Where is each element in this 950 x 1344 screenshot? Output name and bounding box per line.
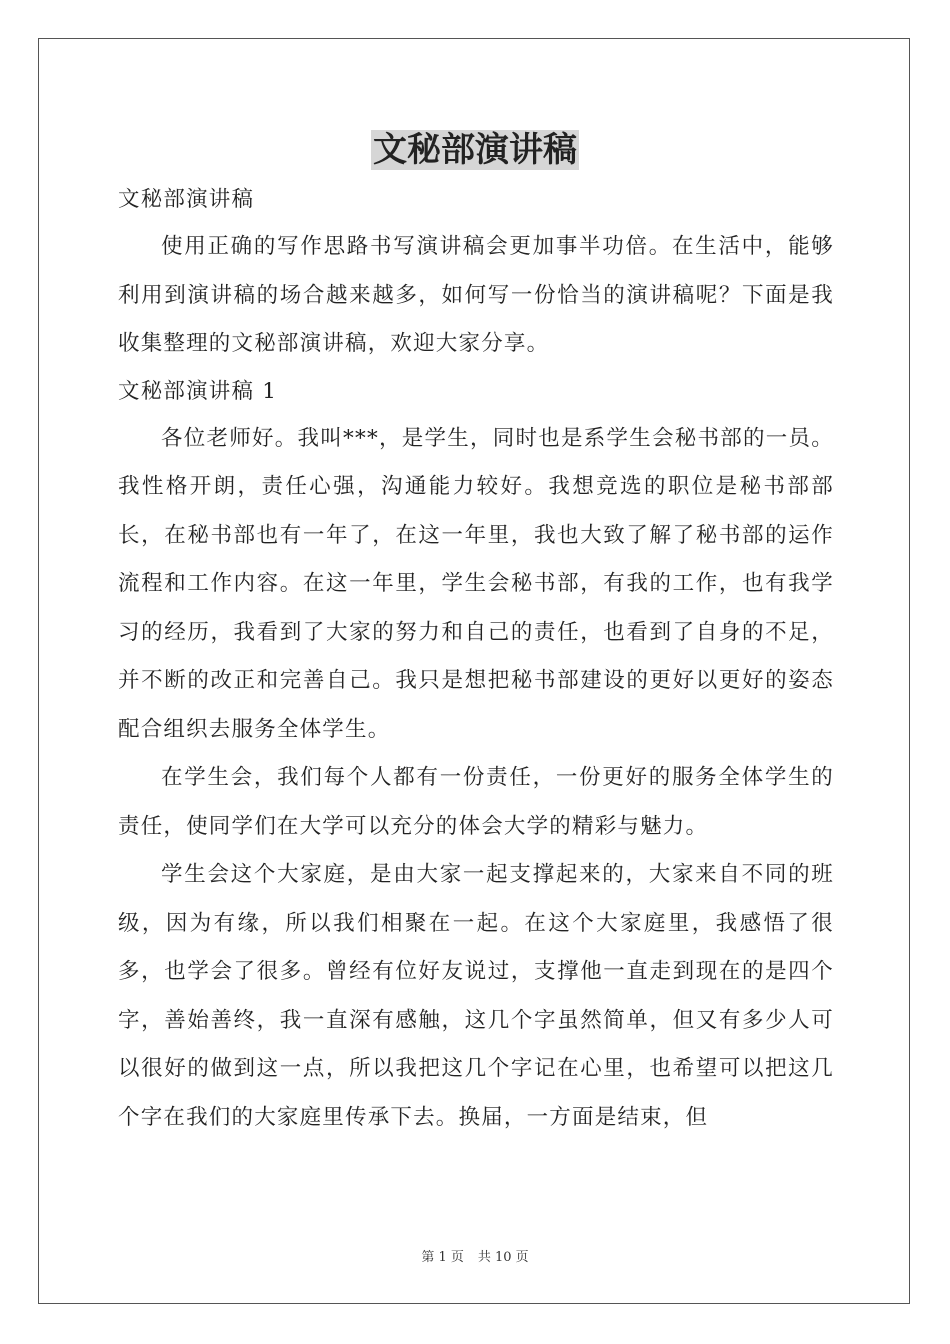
section-heading: 文秘部演讲稿 (118, 187, 255, 212)
body-paragraph: 在学生会，我们每个人都有一份责任，一份更好的服务全体学生的责任，使同学们在大学可以充分的体会大学的精彩与魅力。 (118, 765, 834, 839)
section-heading: 文秘部演讲稿 1 (118, 378, 278, 404)
document-title (0, 128, 950, 172)
body-paragraph: 学生会这个大家庭，是由大家一起支撑起来的，大家来自不同的班级，因为有缘，所以我们相聚在一起。在这个大家庭里，我感悟了很多，也学会了很多。曾经有位好友说过，支撑他一直走到现在的是四个字，善始善终，我一直深有感触，这几个字虽然简单，但又有多少人可以很好的做到这一点，所以我把这几个字记在心里，也希望可以把这几个字在我们的大家庭里传承下去。换届，一方面是结束，但 (118, 862, 834, 1130)
page-total: 共 10 页 (477, 1250, 529, 1265)
document-body (118, 177, 834, 1142)
page-number: 第 1 页 (421, 1250, 464, 1265)
document-title-text: 文秘部演讲稿 (373, 130, 577, 170)
body-paragraph: 各位老师好。我叫***，是学生，同时也是系学生会秘书部的一员。我性格开朗，责任心强，沟通能力较好。我想竞选的职位是秘书部部长，在秘书部也有一年了，在这一年里，我也大致了解了秘书部的运作流程和工作内容。在这一年里，学生会秘书部，有我的工作，也有我学习的经历，我看到了大家的努力和自己的责任，也看到了自身的不足，并不断的改正和完善自己。我只是想把秘书部建设的更好以更好的姿态配合组织去服务全体学生。 (118, 425, 834, 742)
intro-paragraph: 使用正确的写作思路书写演讲稿会更加事半功倍。在生活中，能够利用到演讲稿的场合越来越多，如何写一份恰当的演讲稿呢？下面是我收集整理的文秘部演讲稿，欢迎大家分享。 (118, 234, 834, 356)
page-footer (0, 1246, 950, 1265)
